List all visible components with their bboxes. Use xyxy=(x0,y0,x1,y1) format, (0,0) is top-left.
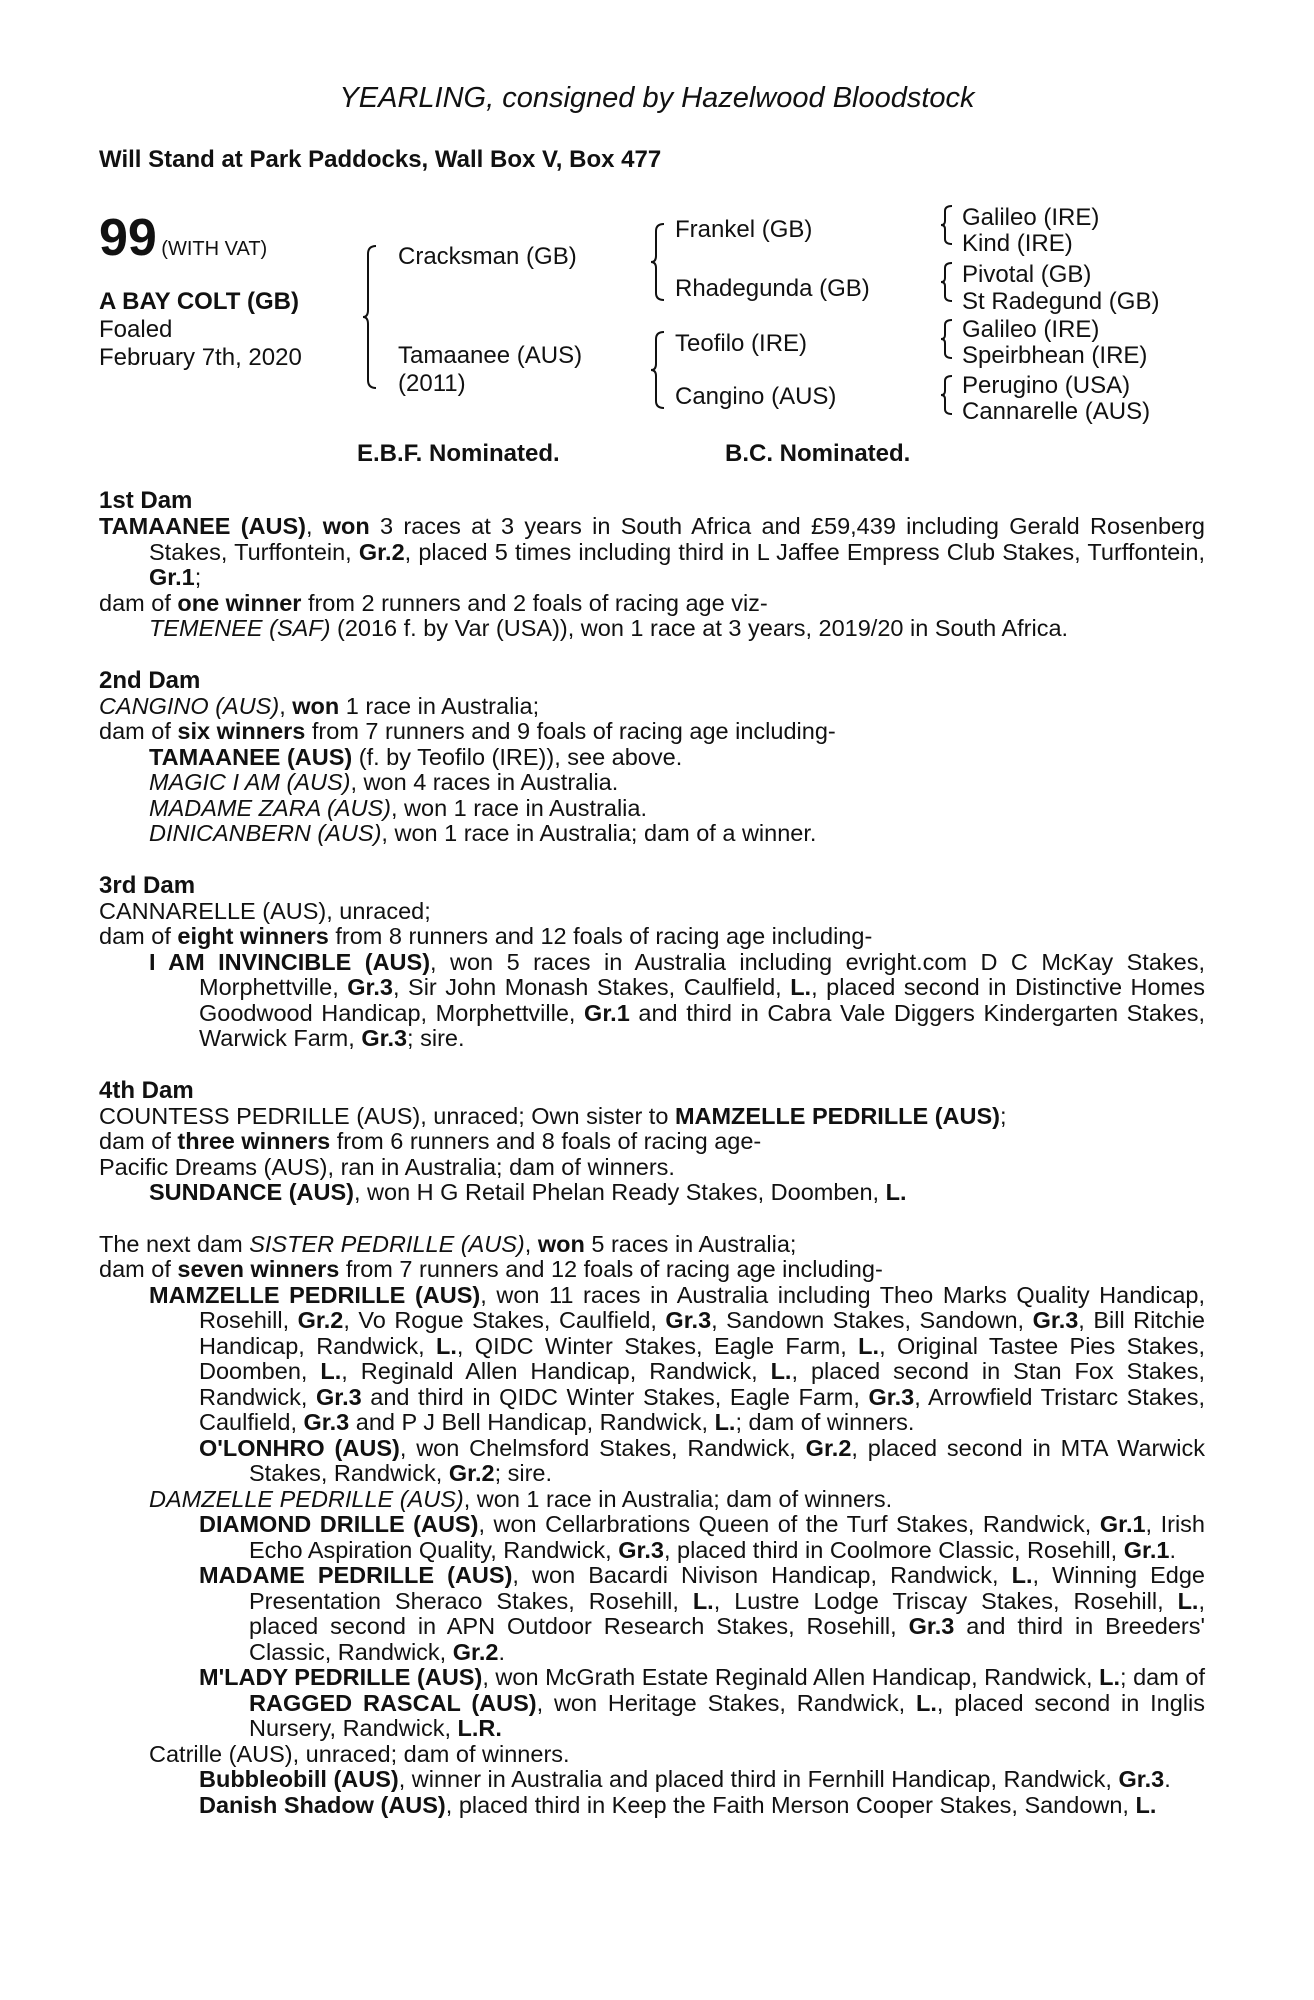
pedigree-entry: M'LADY PEDRILLE (AUS), won McGrath Estate Reginald Allen Handicap, Randwick, L.; dam of RAGGED RASCAL (AUS), won Heritage Stakes, Randwick, L., placed second in Inglis Nursery, Randwick, L.R. xyxy=(199,1664,1205,1741)
lot-number: 99 xyxy=(99,209,157,267)
pedigree-entry: COUNTESS PEDRILLE (AUS), unraced; Own sister to MAMZELLE PEDRILLE (AUS); xyxy=(99,1102,1007,1129)
pedigree-entry: SUNDANCE (AUS), won H G Retail Phelan Ready Stakes, Doomben, L. xyxy=(149,1179,907,1205)
pedigree-entry: dam of three winners from 6 runners and 8 foals of racing age- xyxy=(99,1128,762,1154)
dam-bracket-icon xyxy=(650,330,666,410)
section-heading: 4th Dam xyxy=(99,1076,194,1104)
dam-section xyxy=(99,1078,1205,1206)
lot-name: A BAY COLT (GB) xyxy=(99,288,300,315)
pedigree-entry: O'LONHRO (AUS), won Chelmsford Stakes, Randwick, Gr.2, placed second in MTA Warwick Stakes, Randwick, Gr.2; sire. xyxy=(199,1434,1205,1486)
pedigree-entry: I AM INVINCIBLE (AUS), won 5 races in Australia including evright.com D C McKay Stakes, Morphettville, Gr.3, Sir John Monash Stakes, Caulfield, L., placed second in Distinctive Homes Goodwood Handicap, Morphettville, Gr.1 and third in Cabra Vale Diggers Kindergarten Stakes, Warwick Farm, Gr.3; sire. xyxy=(149,948,1206,1051)
pedigree-entry: dam of six winners from 7 runners and 9 foals of racing age including- xyxy=(99,718,836,744)
pedigree-entry: TEMENEE (SAF) (2016 f. by Var (USA)), won 1 race at 3 years, 2019/20 in South Africa. xyxy=(149,615,1069,641)
gg-name-1: Galileo (IRE) xyxy=(962,204,1100,231)
gg-name-3: Pivotal (GB) xyxy=(962,261,1092,288)
pedigree-entry: dam of eight winners from 8 runners and 12 foals of racing age including- xyxy=(99,923,873,949)
pedigree-entry: MAMZELLE PEDRILLE (AUS), won 11 races in Australia including Theo Marks Quality Handicap, Rosehill, Gr.2, Vo Rogue Stakes, Caulfield, Gr.3, Sandown Stakes, Sandown, Gr.3, Bill Ritchie Handicap, Randwick, L., QIDC Winter Stakes, Eagle Farm, L., Original Tastee Pies Stakes, Doomben, L., Reginald Allen Handicap, Randwick, L., placed second in Stan Fox Stakes, Randwick, Gr.3 and third in QIDC Winter Stakes, Eagle Farm, Gr.3, Arrowfield Tristarc Stakes, Caulfield, Gr.3 and P J Bell Handicap, Randwick, L.; dam of winners. xyxy=(149,1281,1206,1435)
dam-name: Tamaanee (AUS) xyxy=(398,342,583,369)
foaled-date: February 7th, 2020 xyxy=(99,344,302,371)
pedigree-entry: MAGIC I AM (AUS), won 4 races in Australia. xyxy=(149,769,619,795)
section-heading: 1st Dam xyxy=(99,487,193,514)
gg-name-8: Cannarelle (AUS) xyxy=(962,398,1151,425)
gg-bracket-1-icon xyxy=(940,204,954,246)
pedigree-entry: DINICANBERN (AUS), won 1 race in Australia; dam of a winner. xyxy=(149,820,817,846)
pedigree-entry: dam of one winner from 2 runners and 2 foals of racing age viz- xyxy=(99,589,768,616)
stand-location: Will Stand at Park Paddocks, Wall Box V, Box 477 xyxy=(99,146,662,173)
pedigree-entry: TAMAANEE (AUS) (f. by Teofilo (IRE)), see above. xyxy=(149,743,683,770)
pedigree-entry: CANGINO (AUS), won 1 race in Australia; xyxy=(99,692,540,719)
dam-sire-name: Teofilo (IRE) xyxy=(675,330,808,357)
bc-nomination: B.C. Nominated. xyxy=(725,440,911,467)
vat-label: (WITH VAT) xyxy=(161,238,268,260)
gg-bracket-2-icon xyxy=(940,261,954,303)
foaled-label: Foaled xyxy=(99,316,173,343)
pedigree-entry: MADAME ZARA (AUS), won 1 race in Australia. xyxy=(149,794,648,821)
gg-name-7: Perugino (USA) xyxy=(962,372,1131,399)
dam-section xyxy=(99,1232,1205,1819)
sire-dam-name: Rhadegunda (GB) xyxy=(675,275,870,302)
main-bracket-icon xyxy=(362,244,378,390)
pedigree-entry: Bubbleobill (AUS), winner in Australia and placed third in Fernhill Handicap, Randwick, Gr.3. xyxy=(199,1766,1171,1792)
pedigree-entry: TAMAANEE (AUS), won 3 races at 3 years in South Africa and £59,439 including Gerald Rosenberg Stakes, Turffontein, Gr.2, placed 5 times including third in L Jaffee Empress Club Stakes, Turffontein, Gr.1; xyxy=(99,513,1206,590)
page-heading: YEARLING, consigned by Hazelwood Bloodstock xyxy=(339,82,975,114)
pedigree-entry: Danish Shadow (AUS), placed third in Keep the Faith Merson Cooper Stakes, Sandown, L. xyxy=(199,1791,1157,1818)
gg-name-6: Speirbhean (IRE) xyxy=(962,342,1148,369)
sire-sire-name: Frankel (GB) xyxy=(675,216,813,243)
dam-section xyxy=(99,668,1205,847)
lot-subject xyxy=(99,288,302,372)
sire-bracket-icon xyxy=(650,222,666,302)
gg-bracket-3-icon xyxy=(940,318,954,360)
dam-section xyxy=(99,488,1205,642)
pedigree-entry: DIAMOND DRILLE (AUS), won Cellarbrations Queen of the Turf Stakes, Randwick, Gr.1, Irish Echo Aspiration Quality, Randwick, Gr.3, placed third in Coolmore Classic, Rosehill, Gr.1. xyxy=(199,1511,1205,1563)
dam-section xyxy=(99,873,1205,1052)
section-heading: 2nd Dam xyxy=(99,666,201,694)
dam-year: (2011) xyxy=(398,370,466,397)
gg-name-5: Galileo (IRE) xyxy=(962,316,1100,343)
section-heading: 3rd Dam xyxy=(99,871,196,899)
lot-number-block xyxy=(99,208,267,268)
dam-dam-name: Cangino (AUS) xyxy=(675,383,837,410)
pedigree-entry: CANNARELLE (AUS), unraced; xyxy=(99,897,431,924)
pedigree-entry: dam of seven winners from 7 runners and 12 foals of racing age including- xyxy=(99,1256,883,1282)
gg-name-4: St Radegund (GB) xyxy=(962,288,1160,315)
sire-name: Cracksman (GB) xyxy=(398,243,577,270)
ebf-nomination: E.B.F. Nominated. xyxy=(357,440,560,467)
pedigree-entry: MADAME PEDRILLE (AUS), won Bacardi Nivison Handicap, Randwick, L., Winning Edge Presentation Sheraco Stakes, Rosehill, L., Lustre Lodge Triscay Stakes, Rosehill, L., placed second in APN Outdoor Research Stakes, Rosehill, Gr.3 and third in Breeders' Classic, Randwick, Gr.2. xyxy=(199,1562,1205,1665)
pedigree-entry: Pacific Dreams (AUS), ran in Australia; dam of winners. xyxy=(99,1153,675,1180)
dam-sections xyxy=(99,488,1205,1844)
pedigree-entry: The next dam SISTER PEDRILLE (AUS), won 5 races in Australia; xyxy=(99,1230,797,1257)
pedigree-entry: DAMZELLE PEDRILLE (AUS), won 1 race in Australia; dam of winners. xyxy=(149,1485,893,1512)
pedigree-entry: Catrille (AUS), unraced; dam of winners. xyxy=(149,1740,570,1767)
gg-name-2: Kind (IRE) xyxy=(962,230,1073,257)
gg-bracket-4-icon xyxy=(940,374,954,416)
